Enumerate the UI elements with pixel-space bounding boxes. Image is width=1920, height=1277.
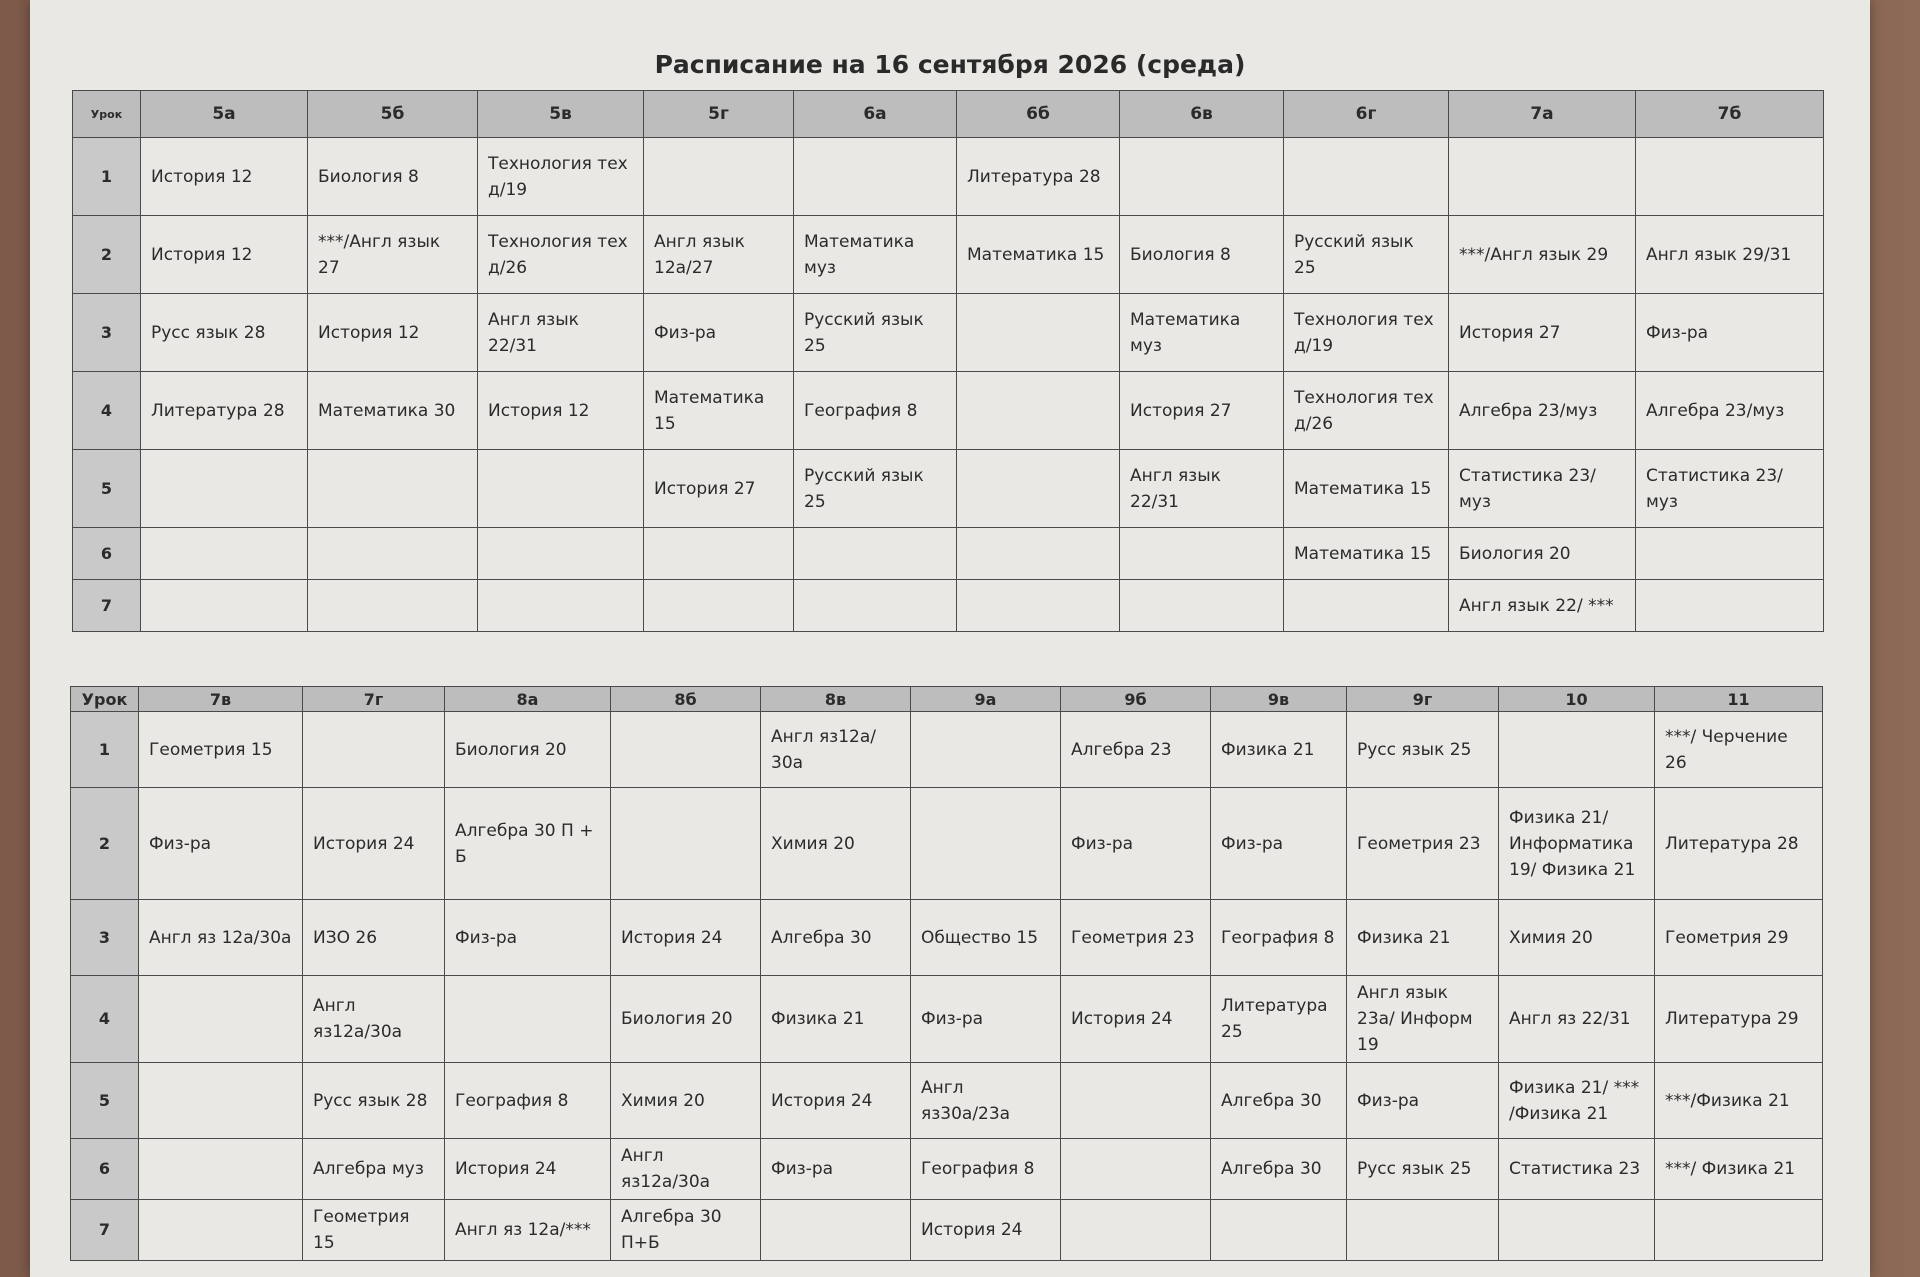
schedule-cell: Литература 28 — [957, 138, 1120, 216]
schedule-cell — [794, 580, 957, 632]
schedule-cell — [1061, 1063, 1211, 1139]
schedule-cell: География 8 — [1211, 900, 1347, 976]
class-header: 6б — [957, 91, 1120, 138]
schedule-cell — [911, 788, 1061, 900]
schedule-cell: История 24 — [1061, 976, 1211, 1063]
schedule-cell: История 27 — [1120, 372, 1284, 450]
schedule-cell — [1211, 1200, 1347, 1261]
schedule-cell: История 27 — [1449, 294, 1636, 372]
schedule-cell — [957, 294, 1120, 372]
schedule-cell: ***/Англ язык 29 — [1449, 216, 1636, 294]
schedule-cell: Алгебра 30 — [1211, 1139, 1347, 1200]
schedule-cell: Технология тех д/26 — [1284, 372, 1449, 450]
lesson-number: 5 — [73, 450, 141, 528]
schedule-cell: ИЗО 26 — [303, 900, 445, 976]
schedule-table-1 — [72, 90, 1824, 632]
lesson-number: 1 — [71, 712, 139, 788]
schedule-cell — [141, 528, 308, 580]
schedule-cell: Физ-ра — [139, 788, 303, 900]
schedule-cell: Алгебра 30 П + Б — [445, 788, 611, 900]
schedule-cell — [1636, 138, 1824, 216]
schedule-cell — [478, 528, 644, 580]
class-header: 8в — [761, 687, 911, 712]
schedule-cell: Биология 8 — [1120, 216, 1284, 294]
schedule-cell — [1061, 1139, 1211, 1200]
schedule-cell: Русс язык 25 — [1347, 712, 1499, 788]
schedule-cell: Англ язык 22/31 — [478, 294, 644, 372]
schedule-cell — [141, 580, 308, 632]
schedule-cell: Англ яз30а/23а — [911, 1063, 1061, 1139]
schedule-cell: Физ-ра — [445, 900, 611, 976]
schedule-cell: Физ-ра — [1636, 294, 1824, 372]
schedule-cell — [1347, 1200, 1499, 1261]
schedule-cell — [308, 450, 478, 528]
schedule-cell: Математика муз — [1120, 294, 1284, 372]
table-row — [71, 788, 1823, 900]
schedule-cell: Биология 20 — [1449, 528, 1636, 580]
class-header: 8а — [445, 687, 611, 712]
schedule-cell: География 8 — [911, 1139, 1061, 1200]
schedule-cell: Общество 15 — [911, 900, 1061, 976]
schedule-cell: Геометрия 23 — [1347, 788, 1499, 900]
schedule-cell: Физ-ра — [1347, 1063, 1499, 1139]
schedule-cell: Англ яз12а/30а — [611, 1139, 761, 1200]
table-row — [71, 976, 1823, 1063]
schedule-cell: Англ яз 12а/30а — [139, 900, 303, 976]
schedule-cell: Англ язык 12а/27 — [644, 216, 794, 294]
schedule-cell: Геометрия 15 — [303, 1200, 445, 1261]
schedule-cell — [761, 1200, 911, 1261]
schedule-cell — [794, 528, 957, 580]
lesson-column-header: Урок — [71, 687, 139, 712]
schedule-cell: Биология 20 — [445, 712, 611, 788]
lesson-number: 6 — [71, 1139, 139, 1200]
lesson-number: 4 — [71, 976, 139, 1063]
schedule-body-1 — [73, 138, 1824, 632]
schedule-cell: Литература 28 — [141, 372, 308, 450]
schedule-cell: Математика 15 — [1284, 528, 1449, 580]
lesson-number: 3 — [71, 900, 139, 976]
schedule-cell — [308, 580, 478, 632]
schedule-cell — [1655, 1200, 1823, 1261]
table-row — [73, 138, 1824, 216]
schedule-cell: Геометрия 23 — [1061, 900, 1211, 976]
schedule-cell: Физ-ра — [911, 976, 1061, 1063]
table-row — [71, 900, 1823, 976]
schedule-cell: Физ-ра — [1211, 788, 1347, 900]
schedule-cell — [957, 450, 1120, 528]
class-header: 11 — [1655, 687, 1823, 712]
schedule-cell: История 24 — [911, 1200, 1061, 1261]
class-header: 6в — [1120, 91, 1284, 138]
schedule-cell — [1284, 138, 1449, 216]
class-header: 5г — [644, 91, 794, 138]
schedule-cell — [308, 528, 478, 580]
schedule-cell: Русский язык 25 — [1284, 216, 1449, 294]
schedule-cell: Физ-ра — [644, 294, 794, 372]
schedule-cell: Алгебра 30 П+Б — [611, 1200, 761, 1261]
schedule-body-2 — [71, 712, 1823, 1261]
class-header: 7в — [139, 687, 303, 712]
schedule-cell — [1499, 1200, 1655, 1261]
class-header: 10 — [1499, 687, 1655, 712]
schedule-cell — [957, 372, 1120, 450]
class-header: 9г — [1347, 687, 1499, 712]
schedule-cell: Статистика 23/муз — [1449, 450, 1636, 528]
schedule-cell: Литература 28 — [1655, 788, 1823, 900]
schedule-cell: Физика 21/ *** /Физика 21 — [1499, 1063, 1655, 1139]
schedule-cell: Англ язык 29/31 — [1636, 216, 1824, 294]
schedule-cell — [139, 976, 303, 1063]
header-row — [73, 91, 1824, 138]
schedule-cell: Англ язык 22/ *** — [1449, 580, 1636, 632]
schedule-cell: География 8 — [445, 1063, 611, 1139]
lesson-number: 1 — [73, 138, 141, 216]
schedule-cell: История 12 — [478, 372, 644, 450]
schedule-cell — [1120, 138, 1284, 216]
schedule-cell: Химия 20 — [761, 788, 911, 900]
schedule-cell: География 8 — [794, 372, 957, 450]
class-header: 8б — [611, 687, 761, 712]
lesson-column-header: Урок — [73, 91, 141, 138]
schedule-cell: Русс язык 25 — [1347, 1139, 1499, 1200]
schedule-cell: Русский язык 25 — [794, 294, 957, 372]
schedule-cell: Физика 21 — [761, 976, 911, 1063]
schedule-cell — [1449, 138, 1636, 216]
table-row — [71, 1200, 1823, 1261]
schedule-cell — [139, 1063, 303, 1139]
schedule-cell — [141, 450, 308, 528]
lesson-number: 7 — [73, 580, 141, 632]
schedule-cell: Геометрия 29 — [1655, 900, 1823, 976]
schedule-cell — [1120, 580, 1284, 632]
table-row — [71, 1139, 1823, 1200]
class-header: 9а — [911, 687, 1061, 712]
schedule-cell: ***/Англ язык 27 — [308, 216, 478, 294]
schedule-cell — [478, 450, 644, 528]
schedule-cell: История 27 — [644, 450, 794, 528]
schedule-cell: Алгебра 23 — [1061, 712, 1211, 788]
schedule-cell: Русс язык 28 — [303, 1063, 445, 1139]
schedule-cell — [1120, 528, 1284, 580]
schedule-cell: Физ-ра — [761, 1139, 911, 1200]
table-row — [71, 1063, 1823, 1139]
schedule-cell: История 12 — [141, 216, 308, 294]
table-row — [71, 712, 1823, 788]
schedule-cell: Математика 15 — [957, 216, 1120, 294]
lesson-number: 2 — [73, 216, 141, 294]
class-header: 6г — [1284, 91, 1449, 138]
class-header: 5а — [141, 91, 308, 138]
schedule-cell — [794, 138, 957, 216]
schedule-cell: Математика 30 — [308, 372, 478, 450]
table-row — [73, 372, 1824, 450]
lesson-number: 7 — [71, 1200, 139, 1261]
schedule-cell: Алгебра 30 — [1211, 1063, 1347, 1139]
schedule-cell: Химия 20 — [1499, 900, 1655, 976]
schedule-cell: ***/ Черчение 26 — [1655, 712, 1823, 788]
schedule-cell: ***/ Физика 21 — [1655, 1139, 1823, 1200]
schedule-cell — [644, 528, 794, 580]
header-row — [71, 687, 1823, 712]
schedule-cell — [957, 580, 1120, 632]
schedule-cell: Технология тех д/26 — [478, 216, 644, 294]
schedule-cell — [957, 528, 1120, 580]
schedule-cell: Статистика 23 — [1499, 1139, 1655, 1200]
schedule-cell — [611, 712, 761, 788]
table-row — [73, 450, 1824, 528]
schedule-cell — [644, 580, 794, 632]
schedule-cell: Биология 8 — [308, 138, 478, 216]
schedule-cell: Англ яз12а/30а — [303, 976, 445, 1063]
schedule-cell: Литература 29 — [1655, 976, 1823, 1063]
schedule-cell: Физика 21/ Информатика 19/ Физика 21 — [1499, 788, 1655, 900]
class-header: 7б — [1636, 91, 1824, 138]
schedule-cell — [478, 580, 644, 632]
schedule-cell: История 24 — [611, 900, 761, 976]
schedule-cell: Русс язык 28 — [141, 294, 308, 372]
schedule-cell: Англ яз 22/31 — [1499, 976, 1655, 1063]
schedule-cell: Математика 15 — [1284, 450, 1449, 528]
schedule-cell — [1284, 580, 1449, 632]
schedule-cell — [611, 788, 761, 900]
schedule-table-2 — [70, 686, 1823, 1261]
schedule-cell: Англ яз12а/ 30а — [761, 712, 911, 788]
schedule-cell: Алгебра 23/муз — [1449, 372, 1636, 450]
schedule-cell: Англ яз 12а/*** — [445, 1200, 611, 1261]
schedule-cell: История 12 — [141, 138, 308, 216]
schedule-cell: Англ язык 22/31 — [1120, 450, 1284, 528]
schedule-cell: Математика 15 — [644, 372, 794, 450]
table-row — [73, 580, 1824, 632]
schedule-cell: Геометрия 15 — [139, 712, 303, 788]
schedule-cell — [1061, 1200, 1211, 1261]
schedule-cell: История 12 — [308, 294, 478, 372]
schedule-cell — [139, 1139, 303, 1200]
class-header: 9б — [1061, 687, 1211, 712]
table-row — [73, 216, 1824, 294]
schedule-cell: История 24 — [303, 788, 445, 900]
table-row — [73, 528, 1824, 580]
schedule-cell — [445, 976, 611, 1063]
lesson-number: 2 — [71, 788, 139, 900]
schedule-cell: Физ-ра — [1061, 788, 1211, 900]
schedule-cell: История 24 — [761, 1063, 911, 1139]
class-header: 5в — [478, 91, 644, 138]
class-header: 7а — [1449, 91, 1636, 138]
lesson-number: 3 — [73, 294, 141, 372]
schedule-sheet — [30, 0, 1870, 1277]
schedule-cell: Технология тех д/19 — [478, 138, 644, 216]
schedule-cell: Статистика 23/муз — [1636, 450, 1824, 528]
lesson-number: 6 — [73, 528, 141, 580]
schedule-cell — [1499, 712, 1655, 788]
schedule-cell — [1636, 580, 1824, 632]
class-header: 6а — [794, 91, 957, 138]
class-header: 7г — [303, 687, 445, 712]
table-row — [73, 294, 1824, 372]
schedule-cell: Физика 21 — [1211, 712, 1347, 788]
page-title: Расписание на 16 сентября 2026 (среда) — [654, 50, 1246, 79]
schedule-cell: Химия 20 — [611, 1063, 761, 1139]
schedule-cell — [644, 138, 794, 216]
lesson-number: 4 — [73, 372, 141, 450]
schedule-cell: Русский язык 25 — [794, 450, 957, 528]
schedule-cell — [911, 712, 1061, 788]
schedule-cell: Алгебра муз — [303, 1139, 445, 1200]
schedule-cell — [1636, 528, 1824, 580]
schedule-cell: Англ язык 23а/ Информ 19 — [1347, 976, 1499, 1063]
schedule-cell — [139, 1200, 303, 1261]
schedule-cell: Математика муз — [794, 216, 957, 294]
class-header: 9в — [1211, 687, 1347, 712]
schedule-cell: Биология 20 — [611, 976, 761, 1063]
schedule-cell: ***/Физика 21 — [1655, 1063, 1823, 1139]
schedule-cell: Литература 25 — [1211, 976, 1347, 1063]
lesson-number: 5 — [71, 1063, 139, 1139]
class-header: 5б — [308, 91, 478, 138]
schedule-cell — [303, 712, 445, 788]
schedule-cell: Физика 21 — [1347, 900, 1499, 976]
schedule-cell: Алгебра 23/муз — [1636, 372, 1824, 450]
schedule-cell: Алгебра 30 — [761, 900, 911, 976]
schedule-cell: Технология тех д/19 — [1284, 294, 1449, 372]
schedule-cell: История 24 — [445, 1139, 611, 1200]
